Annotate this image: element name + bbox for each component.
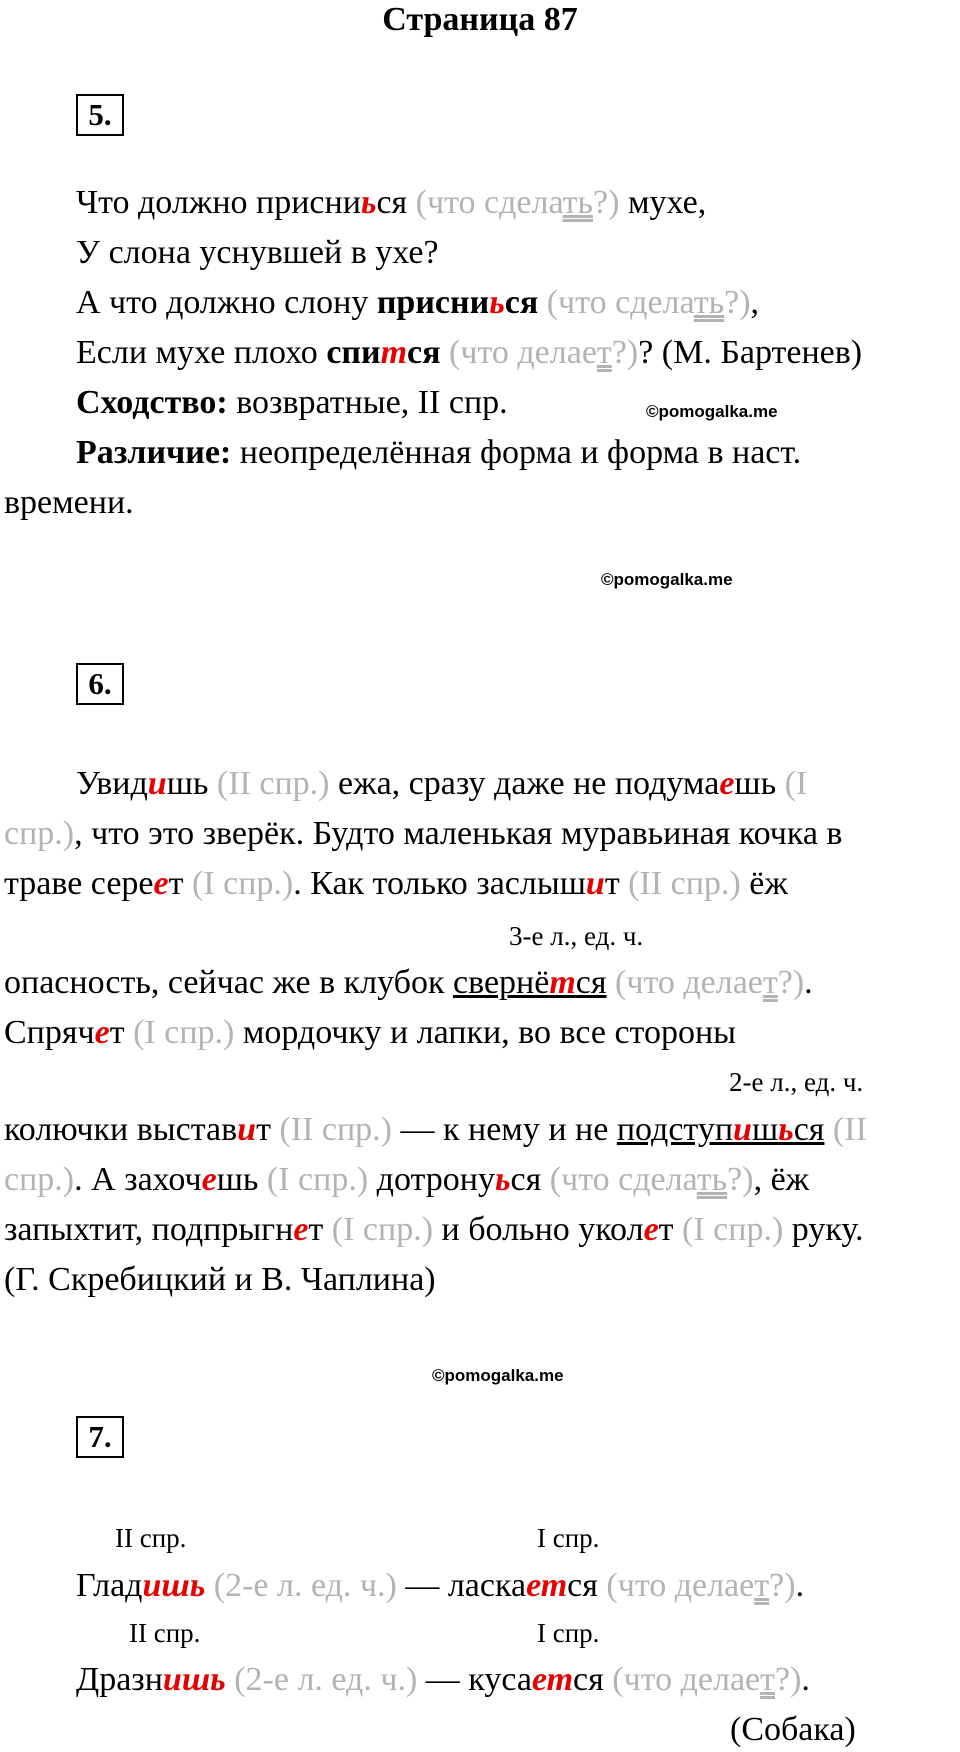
ex7-answer: (Собака) (730, 1711, 856, 1748)
ex6-line-1: Увидишь (II спр.) ежа, сразу даже не подумаешь (I (76, 765, 808, 802)
ex5-difference-cont: времени. (4, 484, 134, 521)
page-title: Страница 87 (382, 1, 578, 38)
watermark: ©pomogalka.me (646, 402, 778, 421)
ex5-difference: Различие: неопределённая форма и форма в наст. (76, 434, 802, 471)
ex6-line-7: спр.). А захочешь (I спр.) дотронуься (что сделать?), ёж (4, 1161, 810, 1198)
ex6-line-2: спр.), что это зверёк. Будто маленькая муравьиная кочка в (4, 815, 843, 852)
ex5-line-4: Если мухе плохо спится (что делает?)? (М. Бартенев) (76, 334, 863, 371)
ex6-line-4: опасность, сейчас же в клубок свернётся (что делает?). (4, 964, 813, 1001)
watermark: ©pomogalka.me (432, 1366, 564, 1385)
hint: (что сделать?) (546, 284, 751, 321)
ex5-line-1: Что должно присниься (что сделать?) мухе, (76, 184, 707, 221)
ex6-line-6: колючки выставит (II спр.) — к нему и не подступишься (II (4, 1111, 867, 1148)
ex6-line-8: запыхтит, подпрыгнет (I спр.) и больно уколет (I спр.) руку. (4, 1211, 864, 1248)
conjugation-label: I спр. (537, 1523, 600, 1553)
conjugation-label: I спр. (537, 1618, 600, 1648)
ex7-line-1: Гладишь (2-е л. ед. ч.) — ласкается (что делает?). (76, 1567, 805, 1604)
grammar-note: 2-е л., ед. ч. (729, 1067, 864, 1097)
ex5-line-2: У слона уснувшей в ухе? (76, 234, 439, 271)
ex5-similarity: Сходство: возвратные, II спр. (76, 384, 508, 421)
grammar-note: 3-е л., ед. ч. (509, 921, 644, 951)
exercise-6-number: 6. (76, 663, 124, 705)
ex6-line-5: Спрячет (I спр.) мордочку и лапки, во все стороны (4, 1014, 736, 1051)
conjugation-label: II спр. (129, 1618, 201, 1648)
watermark: ©pomogalka.me (601, 570, 733, 589)
exercise-5-number: 5. (76, 94, 124, 136)
conjugation-label: II спр. (115, 1523, 187, 1553)
hint: (что сделать?) (415, 184, 620, 221)
ex5-line-3: А что должно слону присниься (что сделать?), (76, 284, 760, 321)
exercise-7-number: 7. (76, 1416, 124, 1458)
ex6-line-3: траве сереет (I спр.). Как только заслышит (II спр.) ёж (4, 865, 788, 902)
ex6-source: (Г. Скребицкий и В. Чаплина) (4, 1261, 436, 1298)
hint: (что делает?) (449, 334, 639, 371)
ex7-line-2: Дразнишь (2-е л. ед. ч.) — кусается (что делает?). (76, 1661, 810, 1698)
